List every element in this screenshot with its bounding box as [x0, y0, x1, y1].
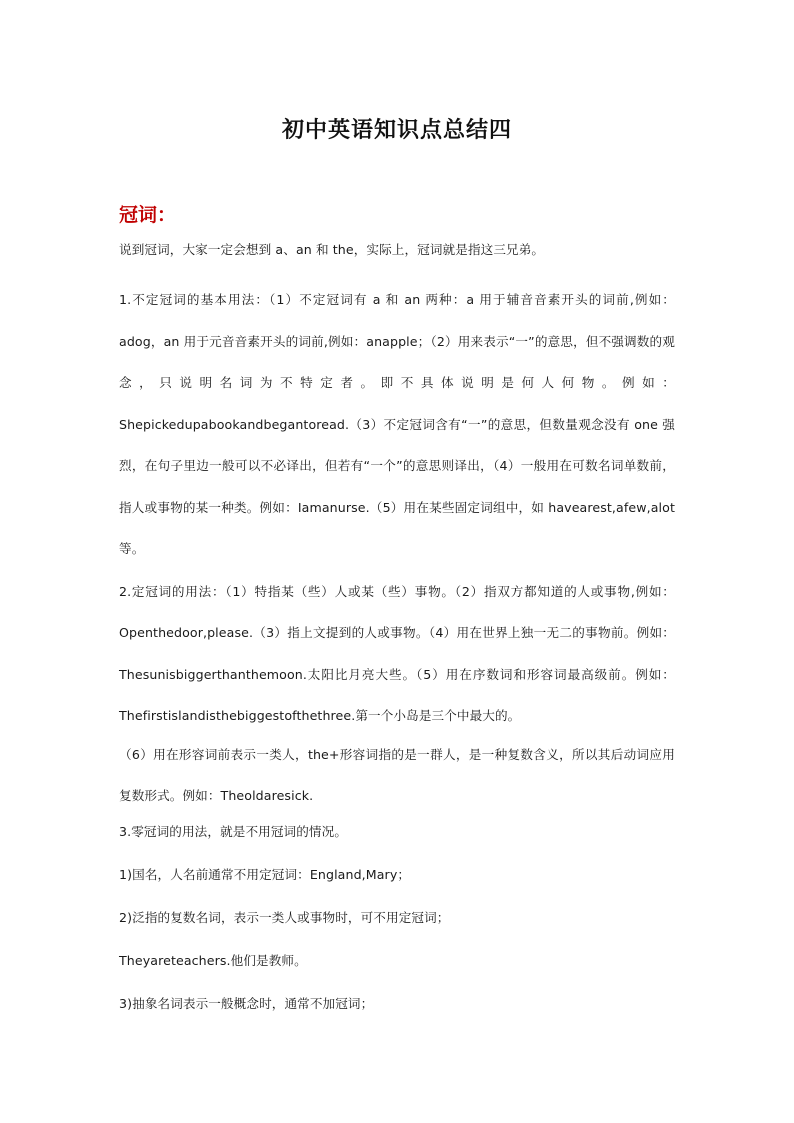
paragraph-zero-article-3: 3)抽象名词表示一般概念时，通常不加冠词； — [119, 995, 374, 1011]
paragraph-intro: 说到冠词，大家一定会想到 a、an 和 the，实际上，冠词就是指这三兄弟。 — [119, 242, 545, 257]
paragraph-example-teachers: Theyareteachers.他们是教师。 — [119, 952, 307, 968]
document-body — [119, 236, 675, 1033]
paragraph-zero-article: 3.零冠词的用法，就是不用冠词的情况。 — [119, 823, 348, 839]
paragraph-zero-article-1: 1)国名，人名前通常不用定冠词：England,Mary； — [119, 866, 411, 882]
paragraph-indefinite-article: 1.不定冠词的基本用法：（1）不定冠词有 a 和 an 两种：a 用于辅音音素开头的词前,例如：adog，an 用于元音音素开头的词前,例如：anapple；（2）用来表示“一”的意思，但不强调数的观念，只说明名词为不特定者。即不具体说明是何人何物。例如：Shepickedupabookandbegantoread.（3）不定冠词含有“一”的意思，但数量观念没有 one 强烈，在句子里边一般可以不必译出，但若有“一个”的意思则译出，（4）一般用在可数名词单数前，指人或事物的某一种类。例如：Iamanurse.（5）用在某些固定词组中，如 havearest,afew,alot 等。 — [119, 292, 675, 556]
document-title: 初中英语知识点总结四 — [281, 118, 512, 143]
paragraph-definite-article-6: （6）用在形容词前表示一类人，the+形容词指的是一群人，是一种复数含义，所以其后动词应用复数形式。例如：Theoldaresick. — [119, 746, 675, 803]
paragraph-zero-article-2: 2)泛指的复数名词，表示一类人或事物时，可不用定冠词； — [119, 909, 450, 925]
paragraph-definite-article: 2.定冠词的用法：（1）特指某（些）人或某（些）事物。（2）指双方都知道的人或事物,例如：Openthedoor,please.（3）指上文提到的人或事物。（4）用在世界上独一无二的事物前。例如：Thesunisbiggerthanthemoon.太阳比月亮大些。（5）用在序数词和形容词最高级前。例如：Thefirstislandisthebiggestofthethree.第一个小岛是三个中最大的。 — [119, 583, 675, 723]
section-heading-articles: 冠词： — [119, 204, 177, 226]
